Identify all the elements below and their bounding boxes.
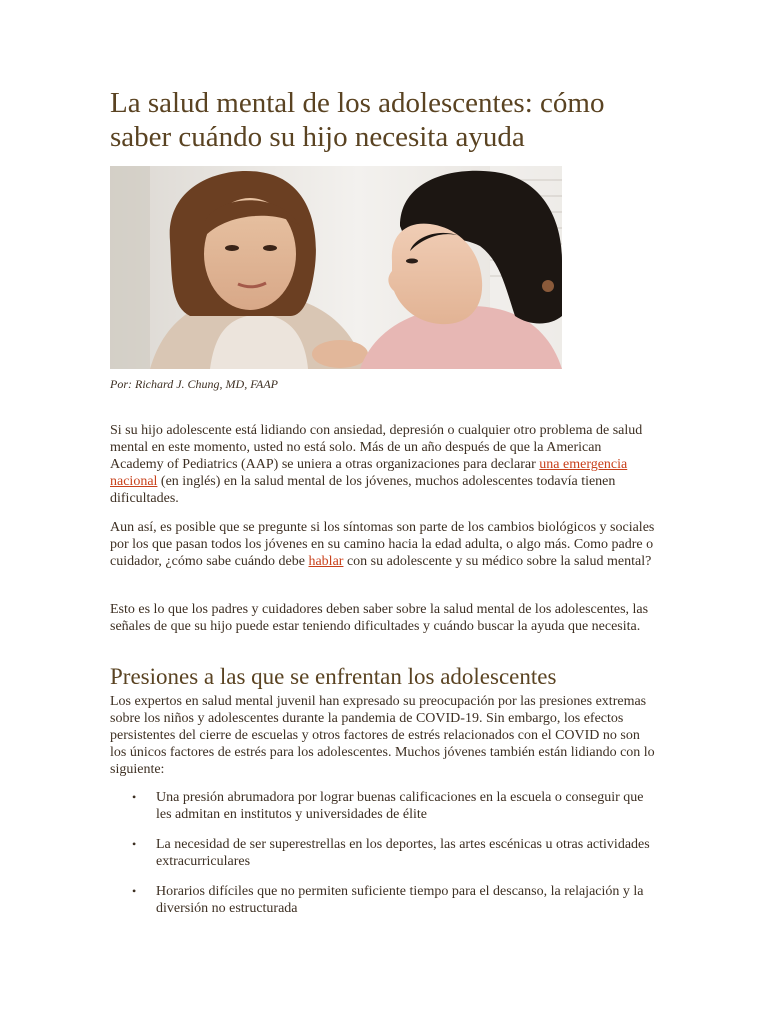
intro-paragraph-2 <box>110 519 655 570</box>
bullet-icon: • <box>132 837 137 851</box>
hero-photo <box>110 166 562 369</box>
list-item: • Horarios difíciles que no permiten suficiente tiempo para el descanso, la relajación y la diversión no estructurada <box>132 884 644 916</box>
intro-text-1a: Si su hijo adolescente está lidiando con ansiedad, depresión o cualquier otro problema de salud mental en este momento, usted no está solo. Más de un año después de que la American Academy of Pediatrics (AAP) se uniera a otras organizaciones para declarar <box>110 423 643 472</box>
intro-text-2a: Aun así, es posible que se pregunte si los síntomas son parte de los cambios biológicos y sociales por los que pasan todos los jóvenes en su camino hacia la edad adulta, o algo más. Como padre o cuidador, ¿cómo sabe cuándo debe <box>110 520 655 569</box>
bullet-icon: • <box>132 884 137 898</box>
author-byline: Por: Richard J. Chung, MD, FAAP <box>110 377 278 391</box>
section-paragraph: Los expertos en salud mental juvenil han expresado su preocupación por las presiones extremas sobre los niños y adolescentes durante la pandemia de COVID-19. Sin embargo, los efectos persistentes del cierre de escuelas y otros factores de estrés relacionados con el COVID no son los únicos factores de estrés para los adolescentes. Muchos jóvenes también están lidiando con lo siguiente: <box>110 694 655 777</box>
intro-text-2b: con su adolescente y su médico sobre la salud mental? <box>343 554 652 569</box>
list-item: • La necesidad de ser superestrellas en los deportes, las artes escénicas u otras actividades extracurriculares <box>132 837 650 869</box>
talk-link[interactable]: hablar <box>308 554 344 569</box>
article-title: La salud mental de los adolescentes: cómo saber cuándo su hijo necesita ayuda <box>110 87 605 153</box>
intro-paragraph-1 <box>110 422 655 507</box>
intro-text-1b: (en inglés) en la salud mental de los jóvenes, muchos adolescentes todavía tienen dificultades. <box>110 474 616 506</box>
intro-paragraph-3: Esto es lo que los padres y cuidadores deben saber sobre la salud mental de los adolescentes, las señales de que su hijo puede estar teniendo dificultades y cuándo buscar la ayuda que necesita. <box>110 602 649 634</box>
section-heading: Presiones a las que se enfrentan los adolescentes <box>110 664 557 689</box>
pressures-list <box>110 789 655 930</box>
bullet-icon: • <box>132 790 137 804</box>
national-emergency-link[interactable]: una emergencia nacional <box>110 457 628 489</box>
list-item: • Una presión abrumadora por lograr buenas calificaciones en la escuela o conseguir que les admitan en institutos y universidades de élite <box>132 790 644 822</box>
